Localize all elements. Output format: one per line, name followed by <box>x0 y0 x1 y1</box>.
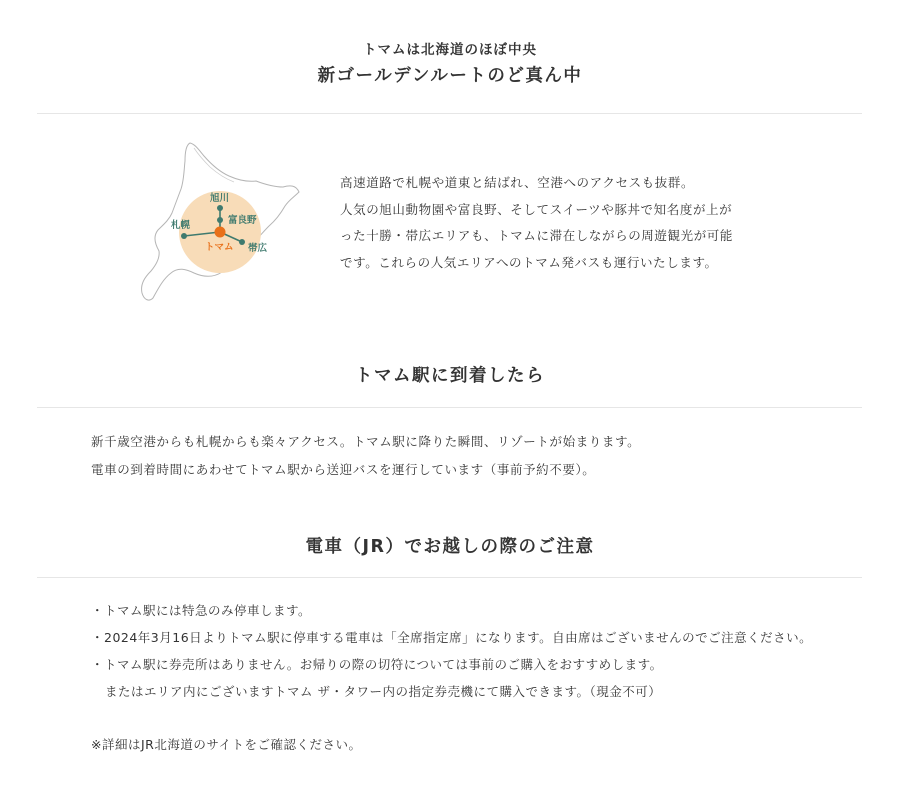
divider-top <box>37 113 862 114</box>
hokkaido-map-svg <box>138 140 303 305</box>
station-section-title: トマム駅に到着したら <box>355 366 545 386</box>
page-title: 新ゴールデンルートのど真ん中 <box>317 66 583 86</box>
station-line: 電車の到着時間にあわせてトマム駅から送迎バスを運行しています（事前予約不要）。 <box>91 461 596 477</box>
hokkaido-outline-inner <box>194 148 234 182</box>
intro-text <box>340 170 780 277</box>
station-text <box>91 428 640 483</box>
jr-footnote <box>91 735 361 753</box>
jr-note-item <box>91 651 812 705</box>
jr-hokkaido-site-link[interactable]: ※詳細はJR北海道のサイトをご確認ください。 <box>91 737 362 752</box>
section-kicker: トマムは北海道のほぼ中央 <box>363 42 537 58</box>
label-tomamu: トマム <box>205 242 234 253</box>
node-furano <box>217 217 223 223</box>
label-furano: 富良野 <box>228 215 257 226</box>
divider-station <box>37 407 862 408</box>
hokkaido-map <box>138 140 303 305</box>
intro-line: です。これらの人気エリアへのトマム発バスも運行いたします。 <box>340 255 718 271</box>
node-sapporo <box>181 233 187 239</box>
label-asahikawa: 旭川 <box>210 193 230 204</box>
jr-notes-list <box>91 597 812 705</box>
station-line: 新千歳空港からも札幌からも楽々アクセス。トマム駅に降りた瞬間、リゾートが始まります。 <box>91 434 641 449</box>
node-tomamu <box>215 227 226 238</box>
node-obihiro <box>239 239 245 245</box>
jr-note-text: ・トマム駅に券売所はありません。お帰りの際の切符については事前のご購入をおすすめします。 <box>91 657 663 672</box>
jr-note-item: ・トマム駅には特急のみ停車します。 <box>91 603 312 618</box>
jr-section-title: 電車（JR）でお越しの際のご注意 <box>305 537 595 557</box>
jr-note-continuation: またはエリア内にございますトマム ザ・タワー内の指定券売機にて購入できます。（現金不可） <box>105 684 662 699</box>
intro-line: 高速道路で札幌や道東と結ばれ、空港へのアクセスも抜群。 <box>340 175 695 190</box>
node-asahikawa <box>217 205 223 211</box>
label-sapporo: 札幌 <box>171 220 191 231</box>
jr-note-item: ・2024年3月16日よりトマム駅に停車する電車は「全席指定席」になります。自由席はございませんのでご注意ください。 <box>91 630 813 645</box>
intro-line: った十勝・帯広エリアも、トマムに滞在しながらの周遊観光が可能 <box>340 228 734 244</box>
label-obihiro: 帯広 <box>248 243 268 254</box>
divider-jr <box>37 577 862 578</box>
intro-line: 人気の旭山動物園や富良野、そしてスイーツや豚丼で知名度が上が <box>340 201 733 217</box>
